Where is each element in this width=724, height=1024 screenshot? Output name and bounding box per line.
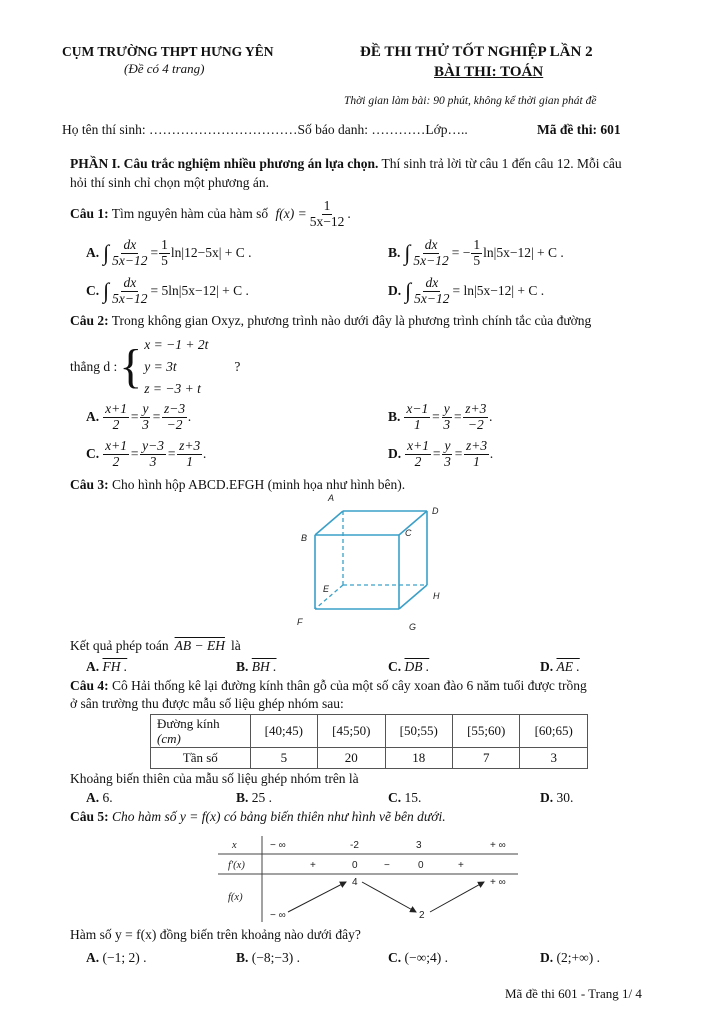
table-freq: 20 [318, 748, 385, 769]
q3-option-c[interactable] [388, 659, 429, 675]
vertex-B: B [301, 533, 308, 543]
bbt-fp-label: f'(x) [228, 860, 245, 871]
page-footer: Mã đề thi 601 - Trang 1/ 4 [505, 986, 642, 1001]
vertex-D: D [432, 506, 439, 516]
option-value: (2;+∞) . [556, 950, 600, 965]
q2-option-a[interactable]: A. $\frac{x+1}{2}$ = $\frac{y}{3}$ = $\frac{z-3}{-2}$ . [86, 401, 192, 432]
vertex-G: G [409, 622, 417, 632]
part1-title: PHẦN I. Câu trắc nghiệm nhiều phương án lựa chọn. [70, 156, 379, 171]
bbt-f-val: + ∞ [490, 877, 506, 888]
q4-text: Cô Hải thống kê lại đường kính thân gỗ của một số cây xoan đào 6 năm tuổi được trồng [108, 678, 587, 693]
table-class: [50;55) [385, 715, 452, 748]
bbt-arrow-up-2 [430, 882, 484, 912]
q2-label: Câu 2: [70, 313, 109, 328]
bbt-f-val: 2 [419, 910, 425, 921]
vertex-E: E [323, 584, 330, 594]
option-key: C. [388, 790, 402, 805]
bbt-x-val: + ∞ [490, 840, 506, 851]
q2-option-b[interactable]: B. $\frac{x-1}{1}$ = $\frac{y}{3}$ = $\frac{z+3}{-2}$ . [388, 401, 493, 432]
q1-a-coef: $\frac{1}{5}$ [161, 237, 168, 268]
table-row [151, 715, 588, 748]
q4-option-d[interactable] [540, 790, 573, 806]
q5-option-a[interactable] [86, 950, 146, 966]
option-key: A. [86, 790, 100, 805]
table-row-label: Tần số [151, 748, 251, 769]
exam-code: Mã đề thi: 601 [537, 122, 621, 137]
option-key: D. [540, 950, 554, 965]
q1-fraction [308, 199, 347, 230]
q2-text: Trong không gian Oxyz, phương trình nào dưới đây là phương trình chính tắc của đường [108, 313, 592, 328]
q1-c-rest: = 5ln|5x−12| + C . [150, 283, 249, 299]
q2-option-c[interactable]: C. $\frac{x+1}{2}$ = $\frac{y-3}{3}$ = $\frac{z+3}{1}$ . [86, 438, 207, 469]
bbt-f-val: 4 [352, 877, 358, 888]
q1-fx: f(x) = [275, 206, 307, 222]
bbt-fp-val: 0 [352, 860, 358, 871]
option-key: B. [388, 245, 401, 261]
bbt-f-val: − ∞ [270, 910, 286, 921]
q4-text-2: ở sân trường thu được mẫu số liệu ghép nhóm sau: [70, 696, 344, 711]
option-key: A. [86, 950, 100, 965]
option-value: BH . [251, 659, 277, 674]
time-note: Thời gian làm bài: 90 phút, không kể thời gian phát đề [344, 95, 597, 107]
option-key: C. [86, 446, 100, 462]
option-key: C. [388, 659, 402, 674]
q5-option-c[interactable] [388, 950, 448, 966]
table-class: [45;50) [318, 715, 385, 748]
q1-option-d[interactable]: D. ∫ $\frac{dx}{5x-12}$ = ln|5x−12| + C . [388, 275, 545, 306]
q1-d-lhs: $\frac{dx}{5x-12}$ [414, 275, 450, 306]
q5-text: Cho hàm số y = f(x) có bảng biến thiên như hình vẽ bên dưới. [108, 809, 446, 824]
q1-d-rest: = ln|5x−12| + C . [452, 283, 545, 299]
bbt-fp-val: − [384, 860, 390, 871]
bbt-x-label: x [232, 840, 237, 851]
bbt-x-val: 3 [416, 840, 422, 851]
option-value: 30. [556, 790, 574, 805]
part1-heading [70, 156, 622, 172]
option-value: 15. [404, 790, 422, 805]
option-key: D. [540, 790, 554, 805]
option-value: FH . [102, 659, 128, 674]
q1-a-rest: ln|12−5x| + C . [170, 245, 252, 261]
q4-label: Câu 4: [70, 678, 109, 693]
option-value: (−∞;4) . [404, 950, 448, 965]
option-key: D. [540, 659, 554, 674]
bbt-fp-val: + [458, 860, 464, 871]
exam-title: ĐỀ THI THỬ TỐT NGHIỆP LẦN 2 [360, 44, 593, 60]
vertex-H: H [433, 591, 440, 601]
pages-note: (Đề có 4 trang) [124, 61, 205, 76]
student-info-line: Họ tên thí sinh: ……………………………Số báo danh: …………Lớp….. [62, 122, 468, 137]
part1-desc: Thí sinh trả lời từ câu 1 đến câu 12. Mỗi câu [378, 156, 622, 171]
edge-HG [399, 585, 427, 609]
q1-option-a[interactable]: A. ∫ $\frac{dx}{5x-12}$ = $\frac{1}{5}$ ln|12−5x| + C . [86, 237, 252, 268]
option-key: D. [388, 446, 402, 462]
edge-DC [399, 511, 427, 535]
table-freq: 5 [250, 748, 317, 769]
q1-b-eq: = − [451, 245, 471, 261]
q4-option-a[interactable] [86, 790, 113, 806]
q3-question [70, 638, 241, 654]
q5-label: Câu 5: [70, 809, 109, 824]
q3-expression: AB − EH [174, 638, 225, 653]
table-class: [60;65) [520, 715, 588, 748]
vertex-F: F [297, 617, 303, 627]
q3-option-b[interactable] [236, 659, 277, 675]
bbt-arrow-down [362, 882, 416, 912]
option-key: B. [236, 950, 249, 965]
bbt-fp-val: + [310, 860, 316, 871]
edge-AB [315, 511, 343, 535]
option-key: B. [236, 659, 249, 674]
q2-eq-y: y = 3t [144, 359, 177, 374]
option-value: (−8;−3) . [251, 950, 300, 965]
q1-option-c[interactable]: C. ∫ $\frac{dx}{5x-12}$ = 5ln|5x−12| + C . [86, 275, 249, 306]
q1-num: 1 [323, 198, 331, 213]
q1-a-lhs: $\frac{dx}{5x-12}$ [112, 237, 148, 268]
option-value: DB . [404, 659, 430, 674]
q3-stem [70, 477, 405, 493]
q1-b-rest: ln|5x−12| + C . [483, 245, 564, 261]
vertex-A: A [328, 493, 335, 503]
q4-data-table [150, 714, 588, 769]
subject-title: BÀI THI: TOÁN [434, 64, 544, 80]
q1-label: Câu 1: [70, 206, 109, 222]
option-key: C. [388, 950, 402, 965]
q2-line-label: thẳng d : [70, 359, 118, 374]
q1-den: 5x−12 [309, 213, 345, 229]
bbt-x-val: -2 [350, 840, 359, 851]
option-key: D. [388, 283, 402, 299]
q1-b-lhs: $\frac{dx}{5x-12}$ [413, 237, 449, 268]
option-value: (−1; 2) . [102, 950, 147, 965]
q5-stem [70, 809, 446, 825]
bbt-arrow-up-1 [288, 882, 346, 912]
q5-option-b[interactable] [236, 950, 300, 966]
q2-stem [70, 313, 591, 329]
q3-option-d[interactable] [540, 659, 580, 675]
q2-qmark: ? [234, 359, 241, 374]
q2-system: thẳng d : { x = −1 + 2t y = 3t z = −3 + t ? [70, 334, 240, 400]
table-class: [40;45) [250, 715, 317, 748]
option-key: B. [236, 790, 249, 805]
q3-text: Cho hình hộp ABCD.EFGH (minh họa như hình bên). [108, 477, 406, 492]
option-key: A. [86, 245, 100, 261]
cuboid-figure [290, 492, 460, 637]
option-key: C. [86, 283, 100, 299]
option-key: B. [388, 409, 401, 425]
table-freq: 3 [520, 748, 588, 769]
option-key: A. [86, 409, 100, 425]
table-freq: 7 [452, 748, 519, 769]
table-row [151, 748, 588, 769]
table-freq: 18 [385, 748, 452, 769]
q2-option-d[interactable]: D. $\frac{x+1}{2}$ = $\frac{y}{3}$ = $\frac{z+3}{1}$ . [388, 438, 494, 469]
part1-desc-2: hỏi thí sinh chỉ chọn một phương án. [70, 175, 269, 190]
q5-option-d[interactable] [540, 950, 600, 966]
q2-eq-z: z = −3 + t [144, 381, 201, 396]
q4-question: Khoảng biến thiên của mẫu số liệu ghép nhóm trên là [70, 771, 359, 786]
school-name: CỤM TRƯỜNG THPT HƯNG YÊN [62, 44, 274, 59]
bbt-f-label: f(x) [228, 892, 243, 903]
bbt-fp-val: 0 [418, 860, 424, 871]
q1-stem: Câu 1: Tìm nguyên hàm của hàm số f(x) = $\frac{1}{5x-12}$ . [70, 198, 351, 229]
option-value: AE . [556, 659, 580, 674]
q1-b-coef: $\frac{1}{5}$ [473, 237, 481, 268]
option-value: 6. [102, 790, 113, 805]
q1-option-b[interactable]: B. ∫ $\frac{dx}{5x-12}$ = − $\frac{1}{5}$ ln|5x−12| + C . [388, 237, 564, 268]
q4-option-c[interactable] [388, 790, 421, 806]
bbt-x-val: − ∞ [270, 840, 286, 851]
q3-label: Câu 3: [70, 477, 109, 492]
q4-option-b[interactable] [236, 790, 272, 806]
q2-eq-x: x = −1 + 2t [144, 337, 209, 352]
option-value: 25 . [251, 790, 273, 805]
q4-stem [70, 678, 587, 694]
table-class: [55;60) [452, 715, 519, 748]
q1-text: Tìm nguyên hàm của hàm số [108, 206, 272, 222]
q3-is: là [230, 638, 241, 653]
q1-a-eq: = [150, 245, 159, 261]
table-head-label: Đường kính (cm) [151, 715, 251, 748]
q3-result-text: Kết quả phép toán [70, 638, 169, 653]
q3-option-a[interactable] [86, 659, 127, 675]
option-key: A. [86, 659, 100, 674]
q5-question: Hàm số y = f(x) đồng biến trên khoảng nào dưới đây? [70, 927, 361, 942]
variation-table [218, 832, 518, 924]
vertex-C: C [405, 528, 412, 538]
q1-c-lhs: $\frac{dx}{5x-12}$ [112, 275, 148, 306]
